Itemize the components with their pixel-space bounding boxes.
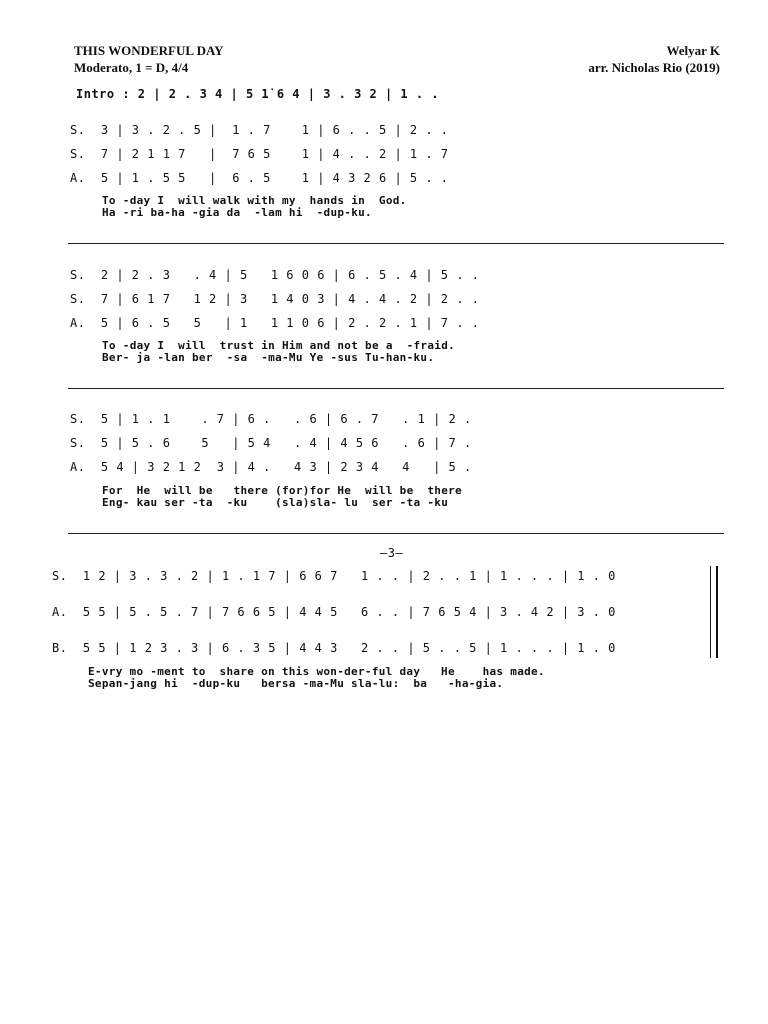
system-divider xyxy=(68,388,724,389)
staff-line xyxy=(70,316,479,330)
voice-label: S. xyxy=(70,292,86,306)
staff-line xyxy=(70,147,449,161)
notes: 5 | 6 . 5 5 | 1 1 1 0 6 | 2 . 2 . 1 | 7 . . xyxy=(100,316,480,330)
final-barline xyxy=(710,566,711,658)
voice-label: A. xyxy=(70,316,86,330)
composer: Welyar K xyxy=(666,43,720,58)
staff-line xyxy=(52,641,616,655)
staff-line xyxy=(70,268,479,282)
staff-line xyxy=(70,292,479,306)
lyric-english: For He will be there (for)for He will be there xyxy=(102,484,462,497)
notes: 7 | 2 1 1 7 | 7 6 5 1 | 4 . . 2 | 1 . 7 xyxy=(100,147,449,161)
triplet-mark: —3— xyxy=(380,546,404,560)
voice-label: S. xyxy=(70,436,86,450)
lyric-indonesian: Ber- ja -lan ber -sa -ma-Mu Ye -sus Tu-han-ku. xyxy=(102,351,435,364)
lyric-indonesian: Sepan-jang hi -dup-ku bersa -ma-Mu sla-lu: ba -ha-gia. xyxy=(88,677,504,690)
notes: 5 | 1 . 5 5 | 6 . 5 1 | 4 3 2 6 | 5 . . xyxy=(100,171,449,185)
voice-label: S. xyxy=(70,147,86,161)
voice-label: S. xyxy=(52,569,68,583)
voice-label: S. xyxy=(70,412,86,426)
lyric-english: To -day I will walk with my hands in God. xyxy=(102,194,407,207)
voice-label: A. xyxy=(70,460,86,474)
voice-label: S. xyxy=(70,123,86,137)
notes: 5 4 | 3 2 1 2 3 | 4 . 4 3 | 2 3 4 4 | 5 . xyxy=(100,460,472,474)
lyric-indonesian: Ha -ri ba-ha -gia da -lam hi -dup-ku. xyxy=(102,206,372,219)
staff-line xyxy=(52,605,616,619)
notes: 3 | 3 . 2 . 5 | 1 . 7 1 | 6 . . 5 | 2 . . xyxy=(100,123,449,137)
staff-line xyxy=(70,171,449,185)
voice-label: A. xyxy=(52,605,68,619)
lyric-english: E-vry mo -ment to share on this won-der-ful day He has made. xyxy=(88,665,545,678)
arranger: arr. Nicholas Rio (2019) xyxy=(588,60,720,75)
notes: 5 5 | 5 . 5 . 7 | 7 6 6 5 | 4 4 5 6 . . | 7 6 5 4 | 3 . 4 2 | 3 . 0 xyxy=(82,605,616,619)
notes: 7 | 6 1 7 1 2 | 3 1 4 0 3 | 4 . 4 . 2 | 2 . . xyxy=(100,292,480,306)
tempo-key: Moderato, 1 = D, 4/4 xyxy=(74,60,189,75)
system-divider xyxy=(68,533,724,534)
voice-label: B. xyxy=(52,641,68,655)
notes: 2 | 2 . 3 . 4 | 5 1 6 0 6 | 6 . 5 . 4 | 5 . . xyxy=(100,268,480,282)
notes: 5 5 | 1 2 3 . 3 | 6 . 3 5 | 4 4 3 2 . . | 5 . . 5 | 1 . . . | 1 . 0 xyxy=(82,641,616,655)
staff-line xyxy=(70,412,472,426)
system-divider xyxy=(68,243,724,244)
notes: 1 2 | 3 . 3 . 2 | 1 . 1 7 | 6 6 7 1 . . | 2 . . 1 | 1 . . . | 1 . 0 xyxy=(82,569,616,583)
staff-line xyxy=(70,460,472,474)
lyric-indonesian: Eng- kau ser -ta -ku (sla)sla- lu ser -ta -ku xyxy=(102,496,449,509)
voice-label: S. xyxy=(70,268,86,282)
song-title: THIS WONDERFUL DAY xyxy=(74,43,224,58)
notes: 5 | 5 . 6 5 | 5 4 . 4 | 4 5 6 . 6 | 7 . xyxy=(100,436,472,450)
final-barline xyxy=(716,566,718,658)
staff-line xyxy=(70,436,472,450)
staff-line xyxy=(52,569,616,583)
notes: 5 | 1 . 1 . 7 | 6 . . 6 | 6 . 7 . 1 | 2 . xyxy=(100,412,472,426)
lyric-english: To -day I will trust in Him and not be a -fraid. xyxy=(102,339,456,352)
staff-line xyxy=(70,123,449,137)
intro-line: Intro : 2 | 2 . 3 4 | 5 1̇ 6 4 | 3 . 3 2 | 1 . . xyxy=(76,87,440,101)
voice-label: A. xyxy=(70,171,86,185)
